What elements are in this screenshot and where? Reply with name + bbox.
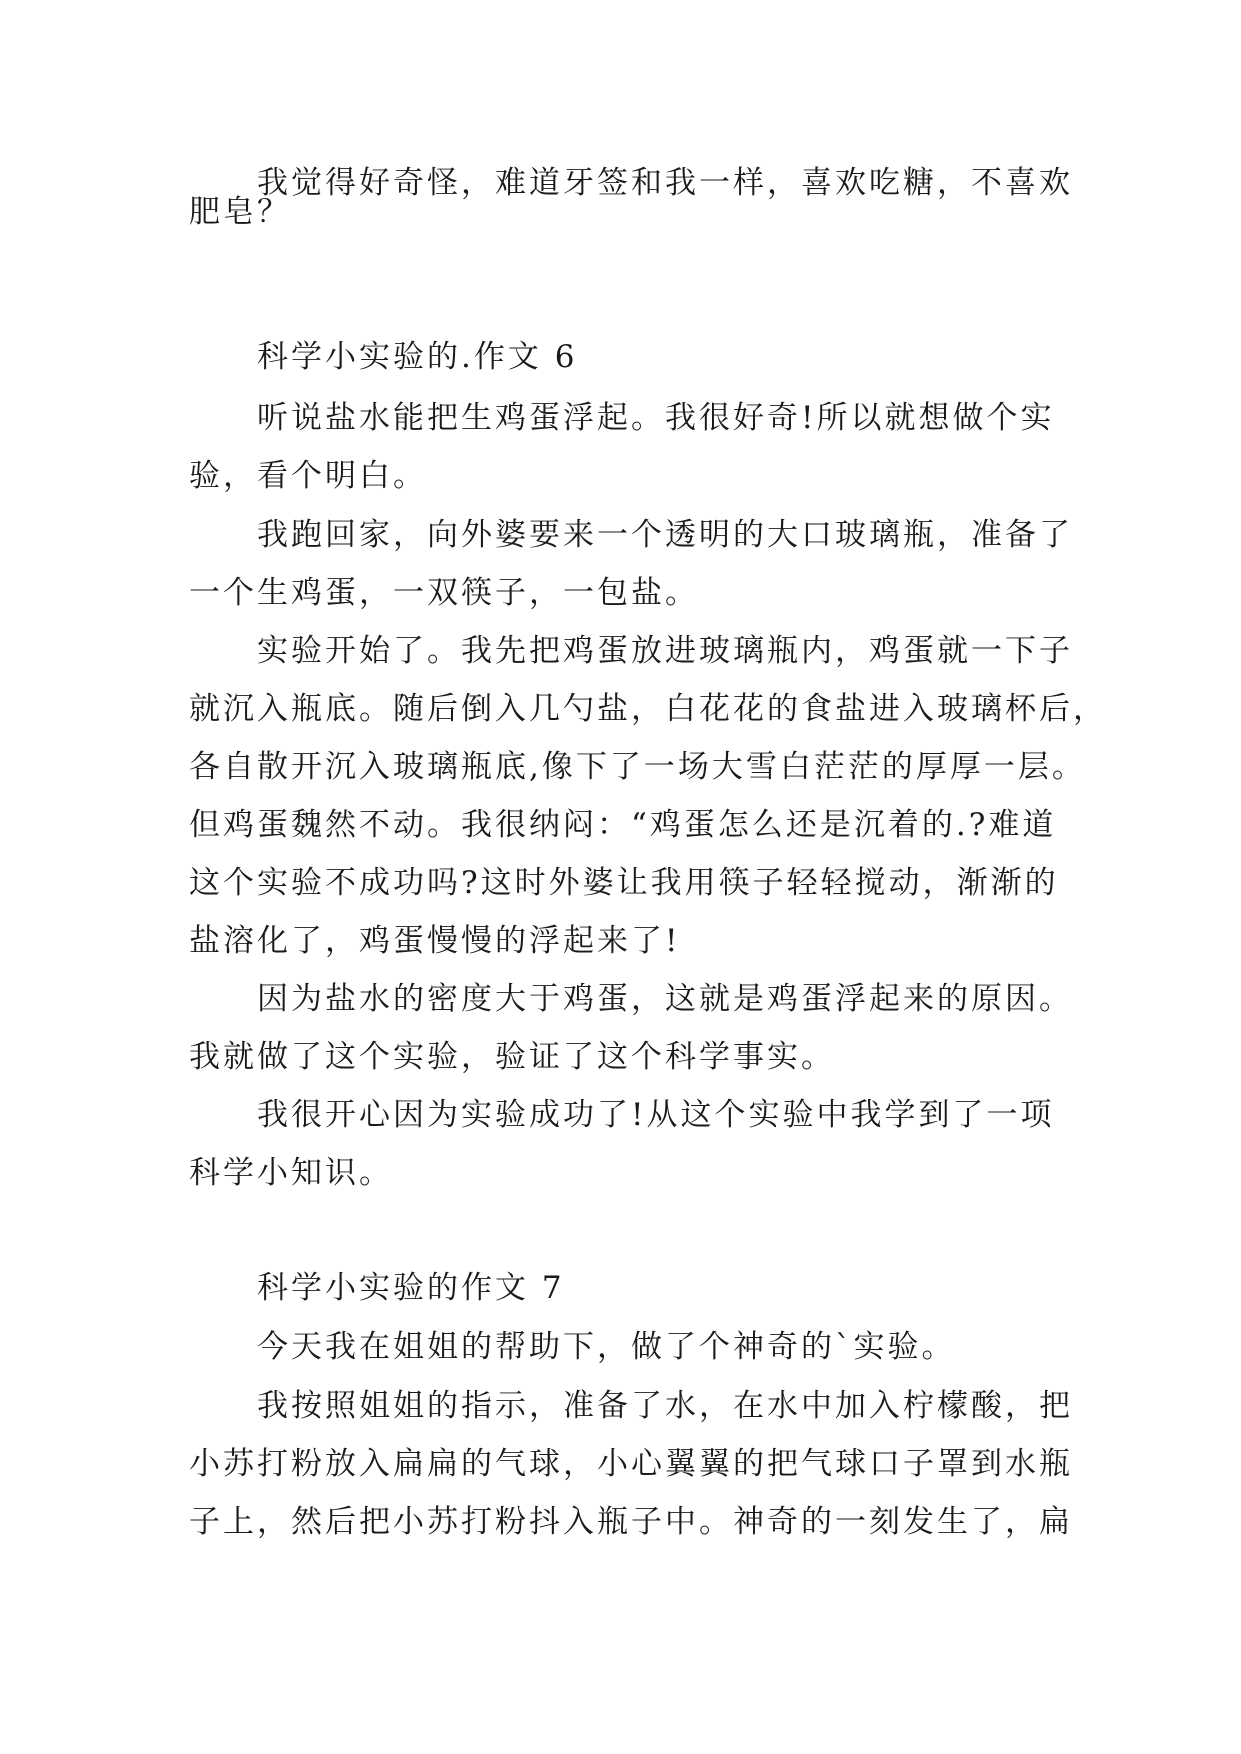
- paragraph-line: 我按照姐姐的指示，准备了水，在水中加入柠檬酸，把: [257, 1388, 1073, 1424]
- paragraph-line: 但鸡蛋魏然不动。我很纳闷：“鸡蛋怎么还是沉着的.?难道: [189, 807, 1057, 843]
- paragraph-line: 小苏打粉放入扁扁的气球，小心翼翼的把气球口子罩到水瓶: [189, 1446, 1073, 1482]
- section-heading: 科学小实验的.作文 6: [257, 339, 578, 375]
- paragraph-line: 一个生鸡蛋，一双筷子，一包盐。: [189, 575, 699, 611]
- section-heading: 科学小实验的作文 7: [257, 1270, 565, 1306]
- paragraph-line: 肥皂？: [189, 194, 291, 230]
- paragraph-line: 我跑回家，向外婆要来一个透明的大口玻璃瓶，准备了: [257, 517, 1073, 553]
- paragraph-line: 因为盐水的密度大于鸡蛋，这就是鸡蛋浮起来的原因。: [257, 981, 1073, 1017]
- paragraph-line: 各自散开沉入玻璃瓶底,像下了一场大雪白茫茫的厚厚一层。: [189, 749, 1086, 785]
- paragraph-line: 就沉入瓶底。随后倒入几勺盐，白花花的食盐进入玻璃杯后，: [189, 691, 1107, 727]
- paragraph-line: 子上，然后把小苏打粉抖入瓶子中。神奇的一刻发生了，扁: [189, 1504, 1073, 1540]
- paragraph-line: 验，看个明白。: [189, 458, 427, 494]
- paragraph-line: 我觉得好奇怪，难道牙签和我一样，喜欢吃糖，不喜欢: [257, 165, 1073, 201]
- paragraph-line: 这个实验不成功吗?这时外婆让我用筷子轻轻搅动，渐渐的: [189, 865, 1059, 901]
- paragraph-line: 盐溶化了，鸡蛋慢慢的浮起来了!: [189, 923, 681, 959]
- paragraph-line: 科学小知识。: [189, 1155, 393, 1191]
- paragraph-line: 听说盐水能把生鸡蛋浮起。我很好奇!所以就想做个实: [257, 400, 1055, 436]
- paragraph-line: 我就做了这个实验，验证了这个科学事实。: [189, 1039, 835, 1075]
- paragraph-line: 我很开心因为实验成功了!从这个实验中我学到了一项: [257, 1097, 1055, 1133]
- paragraph-line: 今天我在姐姐的帮助下，做了个神奇的`实验。: [257, 1329, 956, 1365]
- paragraph-line: 实验开始了。我先把鸡蛋放进玻璃瓶内，鸡蛋就一下子: [257, 633, 1073, 669]
